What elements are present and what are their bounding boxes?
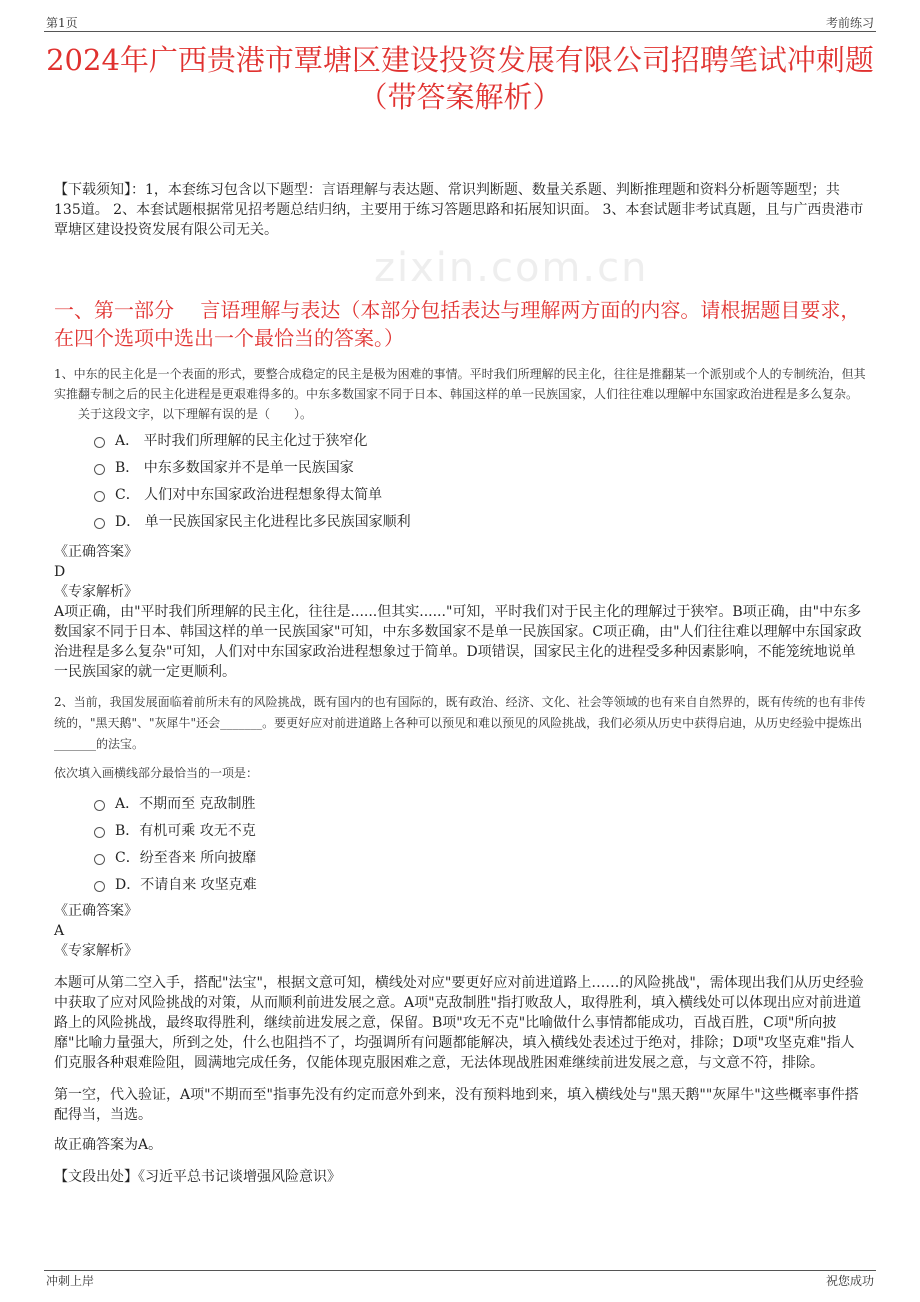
radio-icon[interactable] [94, 491, 105, 502]
radio-icon[interactable] [94, 881, 105, 892]
option-label: B． 中东多数国家并不是单一民族国家 [115, 459, 354, 476]
radio-icon[interactable] [94, 518, 105, 529]
option-label: D．不请自来 攻坚克难 [115, 876, 257, 893]
page-number: 第1页 [46, 16, 78, 30]
footer-rule [44, 1270, 876, 1271]
q1-option-c[interactable] [94, 480, 866, 507]
q2-answer-label: 《正确答案》 [54, 903, 138, 919]
footer-right: 祝您成功 [825, 1274, 874, 1288]
q2-option-d[interactable] [94, 870, 866, 897]
header-right: 考前练习 [825, 16, 874, 30]
radio-icon[interactable] [94, 464, 105, 475]
q2-analysis-label: 《专家解析》 [54, 943, 138, 959]
option-label: C． 人们对中东国家政治进程想象得太简单 [115, 486, 383, 503]
watermark: zixin.com.cn [374, 245, 649, 291]
option-label: C．纷至沓来 所向披靡 [115, 849, 257, 866]
q1-option-a[interactable] [94, 426, 866, 453]
q1-stem: 1、中东的民主化是一个表面的形式，要整合成稳定的民主是极为困难的事情。平时我们所理解的民主化，往往是推翻某一个派别或个人的专制统治，但其实推翻专制之后的民主化进程是更艰难得多的。中东多数国家不同于日本、韩国这样的单一民族国家，人们往往难以理解中东国家政治进程是多么复杂。 [54, 367, 866, 401]
q2-analysis-3: 故正确答案为A。 [54, 1137, 163, 1153]
option-label: B．有机可乘 攻无不克 [115, 822, 256, 839]
q2-stem: 2、当前，我国发展面临着前所未有的风险挑战，既有国内的也有国际的，既有政治、经济、文化、社会等领域的也有来自自然界的，既有传统的也有非传统的，"黑天鹅"、"灰犀牛"还会_______。要更好应对前进道路上各种可以预见和难以预见的风险挑战，我们必须从历史中获得启迪，从历史经验中提炼出_______的法宝。 [54, 695, 866, 751]
radio-icon[interactable] [94, 854, 105, 865]
radio-icon[interactable] [94, 827, 105, 838]
q1-option-d[interactable] [94, 507, 866, 534]
download-notice: 【下载须知】：1，本套练习包含以下题型：言语理解与表达题、常识判断题、数量关系题、判断推理题和资料分析题等题型；共135道。 2、本套试题根据常见招考题总结归纳，主要用于练习答题思路和拓展知识面。 3、本套试题非考试真题，且与广西贵港市覃塘区建设投资发展有限公司无关。 [54, 182, 864, 238]
q2-question: 依次填入画横线部分最恰当的一项是： [54, 766, 259, 780]
radio-icon[interactable] [94, 437, 105, 448]
footer-left: 冲刺上岸 [46, 1274, 95, 1288]
q2-analysis-1: 本题可从第二空入手，搭配"法宝"，根据文意可知，横线处对应"要更好应对前进道路上……的风险挑战"，需体现出我们从历史经验中获取了应对风险挑战的对策，从而顺利前进发展之意。A项"克敌制胜"指打败敌人，取得胜利，填入横线处可以体现出应对前进道路上的风险挑战，最终取得胜利，继续前进发展之意，保留。B项"攻无不克"比喻做什么事情都能成功，百战百胜，C项"所向披靡"比喻力量强大，所到之处，什么也阻挡不了，均强调所有问题都能解决，填入横线处表述过于绝对，排除；D项"攻坚克难"指人们克服各种艰难险阻，圆满地完成任务，仅能体现克服困难之意，无法体现战胜困难继续前进发展之意，与文意不符，排除。 [54, 975, 864, 1071]
header-rule [44, 31, 876, 32]
q1-answer-label: 《正确答案》 [54, 544, 138, 560]
q1-analysis: A项正确，由"平时我们所理解的民主化，往往是......但其实......"可知，平时我们对于民主化的理解过于狭窄。B项正确，由"中东多数国家不同于日本、韩国这样的单一民族国家"可知，中东多数国家不是单一民族国家。C项正确，由"人们往往难以理解中东国家政治进程是多么复杂"可知，人们对中东国家政治进程想象过于简单。D项错误，国家民主化的进程受多种因素影响，不能笼统地说单一民族国家的就一定更顺利。 [54, 604, 862, 680]
option-label: A． 平时我们所理解的民主化过于狭窄化 [115, 432, 368, 449]
radio-icon[interactable] [94, 800, 105, 811]
q1-question: 关于这段文字，以下理解有误的是（ ）。 [78, 407, 313, 421]
section-heading: 一、第一部分 言语理解与表达（本部分包括表达与理解两方面的内容。请根据题目要求，在四个选项中选出一个最恰当的答案。） [54, 298, 861, 350]
document-body [54, 180, 866, 1187]
q2-source: 【文段出处】《习近平总书记谈增强风险意识》 [54, 1169, 341, 1185]
q2-option-b[interactable] [94, 816, 866, 843]
q2-analysis-2: 第一空，代入验证，A项"不期而至"指事先没有约定而意外到来，没有预料地到来，填入横线处与"黑天鹅""灰犀牛"这些概率事件搭配得当，当选。 [54, 1087, 859, 1123]
q1-analysis-label: 《专家解析》 [54, 584, 138, 600]
option-label: A．不期而至 克敌制胜 [115, 795, 256, 812]
q2-option-c[interactable] [94, 843, 866, 870]
q2-answer: A [54, 923, 65, 939]
q1-option-b[interactable] [94, 453, 866, 480]
q1-answer: D [54, 564, 66, 580]
q2-option-a[interactable] [94, 789, 866, 816]
document-title: 2024年广西贵港市覃塘区建设投资发展有限公司招聘笔试冲刺题（带答案解析） [46, 43, 874, 114]
option-label: D． 单一民族国家民主化进程比多民族国家顺利 [115, 513, 411, 530]
